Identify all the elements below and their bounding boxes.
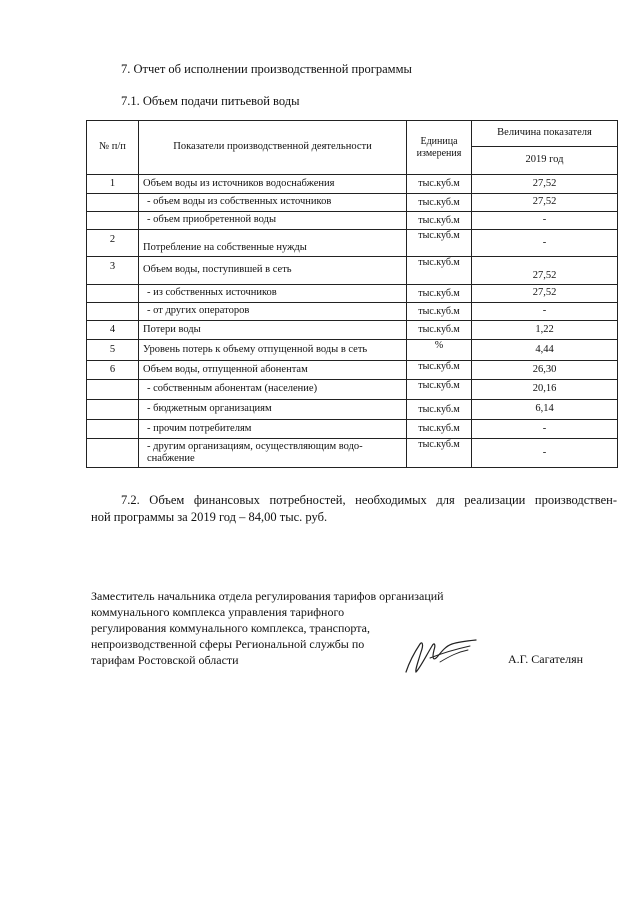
table-row: - от других операторов тыс.куб.м -	[87, 303, 618, 321]
signatory-position-line: коммунального комплекса управления тарифного	[91, 605, 345, 619]
table-row: 4 Потери воды тыс.куб.м 1,22	[87, 321, 618, 340]
subsection-title: 7.1. Объем подачи питьевой воды	[121, 94, 300, 108]
table-row: 1 Объем воды из источников водоснабжения тыс.куб.м 27,52	[87, 175, 618, 194]
paragraph-line: ной программы за 2019 год – 84,00 тыс. руб.	[91, 510, 328, 524]
table-row: - другим организациям, осуществляющим водо-снабжение тыс.куб.м -	[87, 439, 618, 468]
handwritten-signature	[400, 632, 480, 678]
table-row: - объем воды из собственных источников тыс.куб.м 27,52	[87, 194, 618, 212]
table-row: 2 Потребление на собственные нужды тыс.куб.м -	[87, 230, 618, 257]
header-unit: Единица измерения	[407, 121, 472, 175]
header-num: № п/п	[87, 121, 139, 175]
paragraph-line: 7.2. Объем финансовых потребностей, необходимых для реализации производствен-	[121, 493, 617, 507]
table-row: 5 Уровень потерь к объему отпущенной воды в сеть % 4,44	[87, 340, 618, 361]
table-row: 6 Объем воды, отпущенной абонентам тыс.куб.м 26,30	[87, 361, 618, 380]
signatory-position-line: тарифам Ростовской области	[91, 653, 239, 667]
table-row: - объем приобретенной воды тыс.куб.м -	[87, 212, 618, 230]
signatory-name: А.Г. Сагателян	[508, 652, 584, 666]
table-row: 3 Объем воды, поступившей в сеть тыс.куб.м 27,52	[87, 257, 618, 285]
section-title: 7. Отчет об исполнении производственной программы	[121, 62, 412, 76]
signatory-position-line: регулирования коммунального комплекса, транспорта,	[91, 621, 370, 635]
header-indicator: Показатели производственной деятельности	[139, 121, 407, 175]
table-row: - собственным абонентам (население) тыс.куб.м 20,16	[87, 380, 618, 400]
header-value-group: Величина показателя	[472, 121, 618, 147]
table-row: - бюджетным организациям тыс.куб.м 6,14	[87, 400, 618, 420]
signatory-position-line: непроизводственной сферы Региональной службы по	[91, 637, 365, 651]
financial-needs-paragraph	[91, 492, 617, 526]
table-row: - из собственных источников тыс.куб.м 27,52	[87, 285, 618, 303]
table-row: - прочим потребителям тыс.куб.м -	[87, 420, 618, 439]
header-year: 2019 год	[472, 147, 618, 175]
water-supply-table	[86, 120, 618, 468]
signatory-position-line: Заместитель начальника отдела регулирования тарифов организаций	[91, 589, 444, 603]
